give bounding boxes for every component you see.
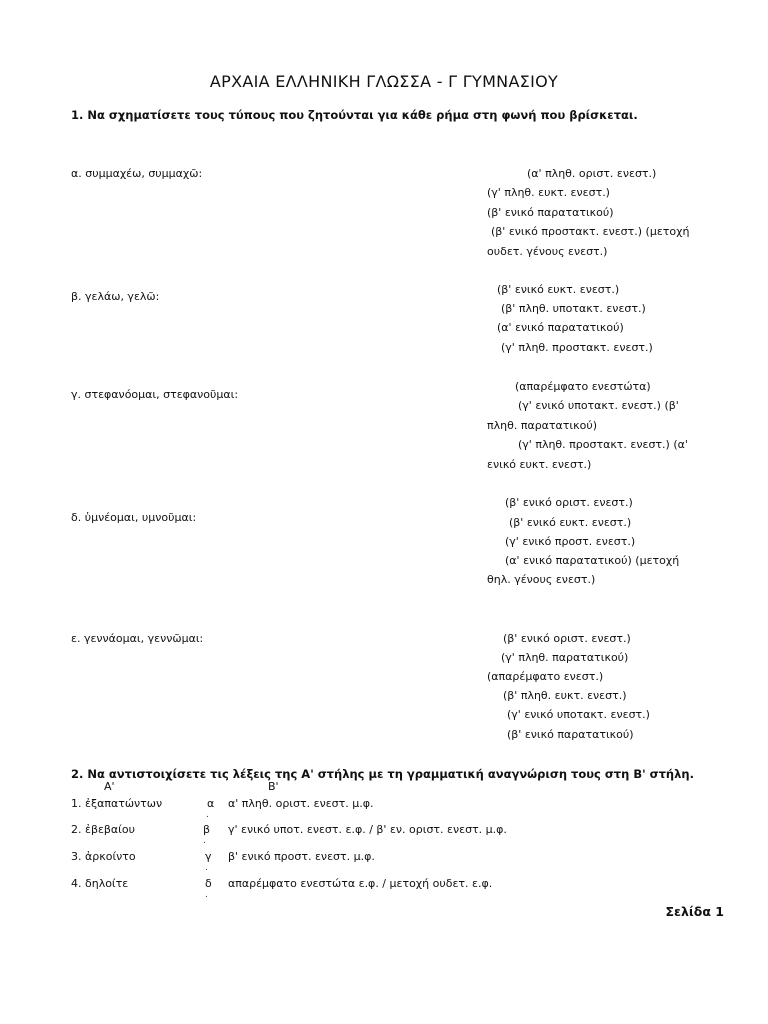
match-word: 4. δηλοίτε bbox=[71, 877, 129, 890]
verb-form: (β' ενικό ευκτ. ενεστ.) bbox=[497, 283, 620, 296]
verb-form: (β' ενικό παρατατικού) bbox=[487, 206, 614, 219]
match-word: 1. ἐξαπατώντων bbox=[71, 797, 163, 810]
match-dot: . bbox=[205, 863, 208, 873]
verb-form: ουδετ. γένους ενεστ.) bbox=[487, 245, 608, 258]
match-dot: . bbox=[203, 836, 206, 846]
match-letter: δ bbox=[205, 877, 212, 890]
verb-form: (β' πληθ. υποτακτ. ενεστ.) bbox=[501, 302, 646, 315]
page-number: Σελίδα 1 bbox=[665, 904, 724, 919]
verb-form: (β' ενικό ευκτ. ενεστ.) bbox=[509, 516, 632, 529]
verb-form: πληθ. παρατατικού) bbox=[487, 419, 598, 432]
verb-form: (απαρέμφατο ενεστ.) bbox=[487, 670, 604, 683]
verb-form: (β' πληθ. ευκτ. ενεστ.) bbox=[503, 689, 627, 702]
verb-label-a: α. συμμαχέω, συμμαχῶ: bbox=[71, 167, 203, 180]
verb-form: (γ' πληθ. προστακτ. ενεστ.) bbox=[501, 341, 653, 354]
verb-form: ενικό ευκτ. ενεστ.) bbox=[487, 458, 592, 471]
column-b-header: Β' bbox=[268, 780, 279, 793]
verb-form: (γ' ενικό υποτακτ. ενεστ.) bbox=[507, 708, 650, 721]
verb-form: (γ' πληθ. ευκτ. ενεστ.) bbox=[487, 186, 610, 199]
match-word: 2. ἐβεβαίου bbox=[71, 823, 135, 836]
verb-label-c: γ. στεφανόομαι, στεφανοῦμαι: bbox=[71, 388, 239, 401]
verb-form: (α' πληθ. οριστ. ενεστ.) bbox=[527, 167, 657, 180]
verb-form: (γ' ενικό προστ. ενεστ.) bbox=[505, 535, 636, 548]
match-word: 3. ἀρκοίντο bbox=[71, 850, 136, 863]
verb-form: (απαρέμφατο ενεστώτα) bbox=[515, 380, 651, 393]
verb-label-d: δ. ὑμνέομαι, υμνοῦμαι: bbox=[71, 511, 197, 524]
verb-form: (α' ενικό παρατατικού) (μετοχή bbox=[505, 554, 680, 567]
verb-form: (β' ενικό παρατατικού) bbox=[507, 728, 634, 741]
verb-form: (β' ενικό προστακτ. ενεστ.) (μετοχή bbox=[491, 225, 690, 238]
exercise-1-heading: 1. Να σχηματίσετε τους τύπους που ζητούνται για κάθε ρήμα στη φωνή που βρίσκεται. bbox=[71, 108, 638, 122]
verb-form: (γ' πληθ. προστακτ. ενεστ.) (α' bbox=[518, 438, 688, 451]
verb-form: (β' ενικό οριστ. ενεστ.) bbox=[505, 496, 633, 509]
column-a-header: Α' bbox=[104, 780, 115, 793]
verb-form: θηλ. γένους ενεστ.) bbox=[487, 573, 596, 586]
verb-label-b: β. γελάω, γελῶ: bbox=[71, 290, 160, 303]
match-dot: . bbox=[206, 810, 209, 820]
verb-form: (γ' πληθ. παρατατικού) bbox=[501, 651, 629, 664]
match-description: β' ενικό προστ. ενεστ. μ.φ. bbox=[228, 850, 375, 863]
match-description: α' πληθ. οριστ. ενεστ. μ.φ. bbox=[228, 797, 374, 810]
match-letter: β bbox=[203, 823, 211, 836]
document-title: ΑΡΧΑΙΑ ΕΛΛΗΝΙΚΗ ΓΛΩΣΣΑ - Γ ΓΥΜΝΑΣΙΟΥ bbox=[209, 72, 559, 91]
verb-form: (γ' ενικό υποτακτ. ενεστ.) (β' bbox=[518, 399, 679, 412]
match-description: απαρέμφατο ενεστώτα ε.φ. / μετοχή ουδετ. ε.φ. bbox=[228, 877, 493, 890]
verb-form: (β' ενικό οριστ. ενεστ.) bbox=[503, 632, 631, 645]
match-letter: γ bbox=[205, 850, 212, 863]
verb-form: (α' ενικό παρατατικού) bbox=[497, 321, 624, 334]
verb-label-e: ε. γεννάομαι, γεννῶμαι: bbox=[71, 632, 204, 645]
match-letter: α bbox=[207, 797, 215, 810]
exercise-2-heading: 2. Να αντιστοιχίσετε τις λέξεις της Α' στήλης με τη γραμματική αναγνώριση τους στη Β' στήλη. bbox=[71, 767, 694, 781]
match-description: γ' ενικό υποτ. ενεστ. ε.φ. / β' εν. οριστ. ενεστ. μ.φ. bbox=[228, 823, 507, 836]
match-dot: . bbox=[205, 890, 208, 900]
